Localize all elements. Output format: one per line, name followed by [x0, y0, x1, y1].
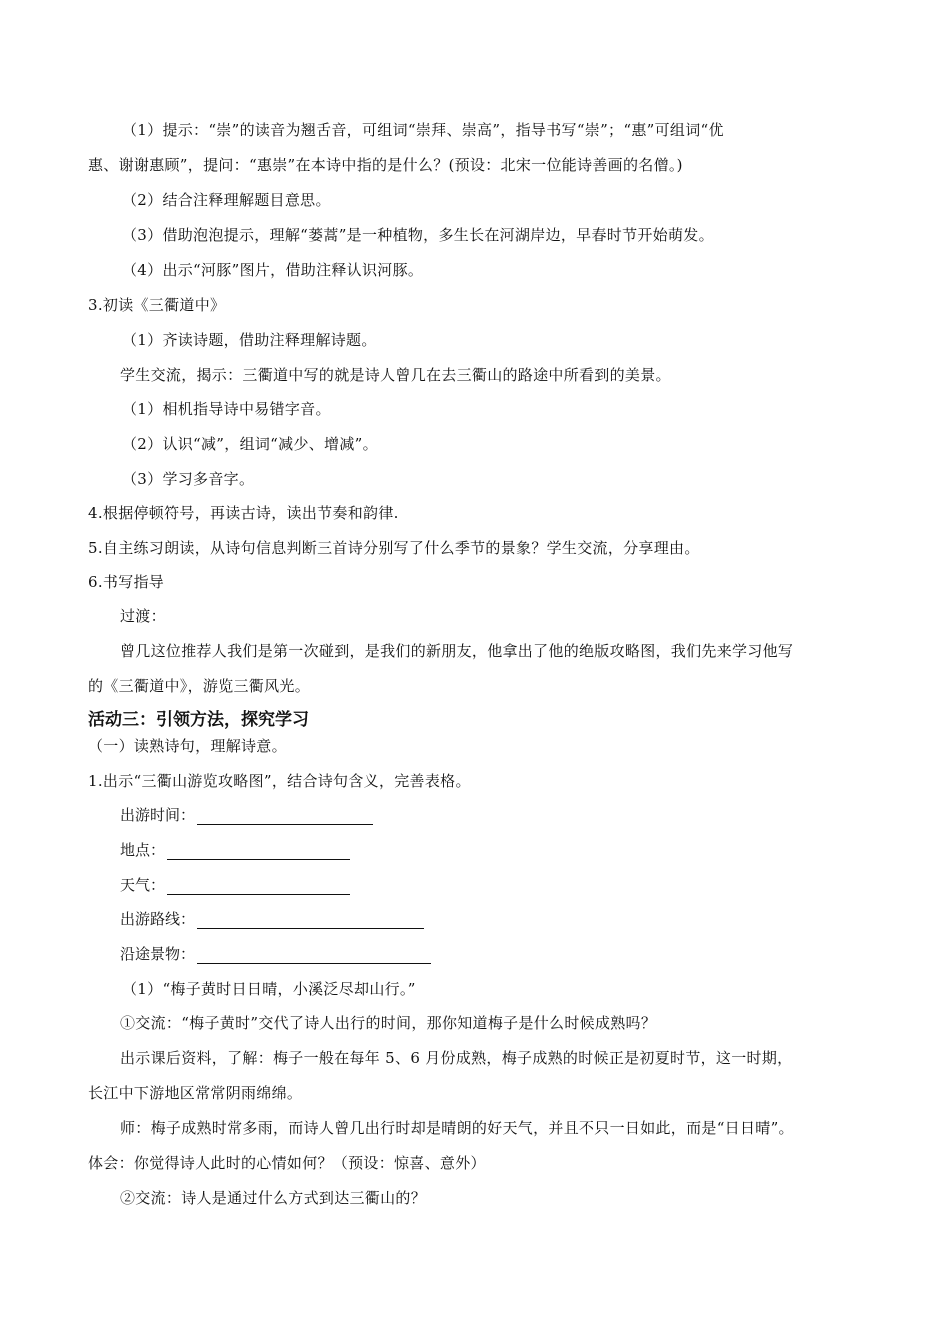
section-6-heading: 6.书写指导 — [88, 573, 165, 591]
field-place-label: 地点： — [120, 841, 166, 859]
paragraph-title-meaning: （2）结合注释理解题目意思。 — [122, 191, 331, 209]
feel-question: 体会：你觉得诗人此时的心情如何？（预设：惊喜、意外） — [88, 1154, 486, 1172]
field-route-label: 出游路线： — [120, 910, 196, 928]
field-travel-time-blank[interactable] — [197, 808, 373, 825]
activity-3-title: 活动三：引领方法，探究学习 — [88, 710, 309, 730]
question-1: ①交流：“梅子黄时”交代了诗人出行的时间，那你知道梅子是什么时候成熟吗？ — [120, 1014, 657, 1032]
subsection-1-heading: （一）读熟诗句，理解诗意。 — [88, 737, 287, 755]
section-3-subitem-2: （2）认识“减”，组词“减少、增减”。 — [122, 435, 378, 453]
field-scenery-label: 沿途景物： — [120, 945, 196, 963]
info-line-1: 出示课后资料，了解：梅子一般在每年 5、6 月份成熟，梅子成熟的时候正是初夏时节，这一时期， — [120, 1049, 793, 1067]
section-3-subitem-1: （1）相机指导诗中易错字音。 — [122, 400, 331, 418]
paragraph-hint-line-2: 惠、谢谢惠顾”，提问：“惠崇”在本诗中指的是什么？(预设：北宋一位能诗善画的名僧。) — [88, 156, 683, 174]
question-2: ②交流：诗人是通过什么方式到达三衢山的？ — [120, 1189, 427, 1207]
field-weather — [120, 875, 350, 895]
transition-text-line-1: 曾几这位推荐人我们是第一次碰到，是我们的新朋友，他拿出了他的绝版攻略图，我们先来学习他写 — [120, 642, 794, 660]
teacher-remark: 师：梅子成熟时常多雨，而诗人曾几出行时却是晴朗的好天气，并且不只一日如此，而是“日日晴”。 — [120, 1119, 794, 1137]
paragraph-louhao: （3）借助泡泡提示，理解“蒌蒿”是一种植物，多生长在河湖岸边，早春时节开始萌发。 — [122, 226, 714, 244]
section-3-item-1: （1）齐读诗题，借助注释理解诗题。 — [122, 331, 377, 349]
field-weather-blank[interactable] — [167, 878, 350, 895]
section-3-subitem-3: （3）学习多音字。 — [122, 470, 255, 488]
field-scenery-blank[interactable] — [197, 947, 431, 964]
paragraph-hint-line-1: （1）提示：“崇”的读音为翘舌音，可组词“崇拜、崇高”，指导书写“崇”；“惠”可组词“优 — [122, 121, 724, 139]
section-3-exchange: 学生交流，揭示：三衢道中写的就是诗人曾几在去三衢山的路途中所看到的美景。 — [120, 366, 671, 384]
field-weather-label: 天气： — [120, 876, 166, 894]
paragraph-hetun: （4）出示“河豚”图片，借助注释认识河豚。 — [122, 261, 424, 279]
field-scenery — [120, 944, 431, 964]
poem-line-1: （1）“梅子黄时日日晴，小溪泛尽却山行。” — [122, 980, 416, 998]
field-travel-time — [120, 805, 373, 825]
field-route — [120, 909, 424, 929]
transition-label: 过渡： — [120, 607, 166, 625]
info-line-2: 长江中下游地区常常阴雨绵绵。 — [88, 1084, 303, 1102]
item-1-heading: 1.出示“三衢山游览攻略图”，结合诗句含义，完善表格。 — [88, 772, 471, 790]
field-place-blank[interactable] — [167, 843, 350, 860]
field-travel-time-label: 出游时间： — [120, 806, 196, 824]
field-place — [120, 840, 350, 860]
section-5-heading: 5.自主练习朗读，从诗句信息判断三首诗分别写了什么季节的景象？学生交流，分享理由。 — [88, 539, 700, 557]
transition-text-line-2: 的《三衢道中》，游览三衢风光。 — [88, 677, 311, 695]
field-route-blank[interactable] — [197, 912, 424, 929]
section-4-heading: 4.根据停顿符号，再读古诗，读出节奏和韵律. — [88, 504, 399, 522]
section-3-heading: 3.初读《三衢道中》 — [88, 296, 226, 314]
